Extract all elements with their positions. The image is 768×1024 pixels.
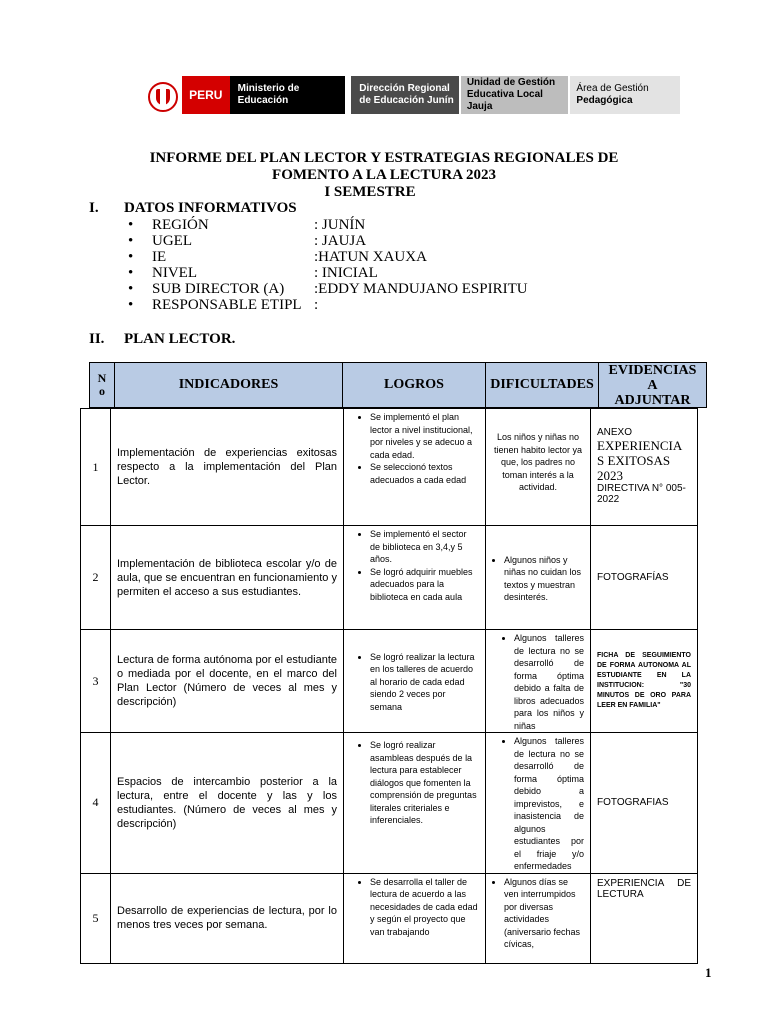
evidencias-cell: FOTOGRAFIAS xyxy=(591,733,698,874)
logros-cell: • Se implementó el sector de biblioteca en 3,4,y 5 años. • Se logró adquirir muebles adecuados para la biblioteca en cada aula xyxy=(344,526,486,630)
table-row xyxy=(81,630,698,733)
section-title: PLAN LECTOR. xyxy=(124,331,236,347)
report-title-line3: I SEMESTRE xyxy=(324,184,416,200)
logros-cell: • Se desarrolla el taller de lectura de acuerdo a las necesidades de cada edad y según el proyecto que van trabajando xyxy=(344,873,486,963)
row-number: 4 xyxy=(81,733,111,874)
evidencias-cell: FOTOGRAFÍAS xyxy=(591,526,698,630)
dificultades-cell: • Algunos días se ven interrumpidos por diversas actividades (aniversario fechas cívicas, xyxy=(486,873,591,963)
indicador-cell: Lectura de forma autónoma por el estudiante o mediada por el docente, en el marco del Plan Lector (Número de veces al mes y descripción) xyxy=(111,630,344,733)
plan-lector-table xyxy=(80,408,698,964)
dificultades-cell: Los niños y niñas no tienen habito lector ya que, los padres no toman interés a la actividad. xyxy=(486,409,591,526)
direccion-regional-label: Dirección Regional de Educación Junín xyxy=(351,76,459,114)
page-number: 1 xyxy=(705,965,712,980)
table-row xyxy=(81,873,698,963)
header-banner xyxy=(144,76,680,114)
row-number: 2 xyxy=(81,526,111,630)
dificultades-cell: • Algunos niños y niñas no cuidan los textos y muestran desinterés. xyxy=(486,526,591,630)
row-number: 1 xyxy=(81,409,111,526)
table-row xyxy=(81,409,698,526)
column-header-dificultades: DIFICULTADES xyxy=(485,362,599,408)
evidencias-cell: EXPERIENCIA DE LECTURA xyxy=(591,873,698,963)
ministerio-label: Ministerio de Educación xyxy=(230,76,346,114)
area-gestion-label: Área de Gestión Pedagógica xyxy=(570,76,680,114)
column-header-indicadores: INDICADORES xyxy=(114,362,343,408)
section-number: I. xyxy=(89,200,99,216)
row-number: 5 xyxy=(81,873,111,963)
indicador-cell: Desarrollo de experiencias de lectura, por lo menos tres veces por semana. xyxy=(111,873,344,963)
logros-cell: • Se implementó el plan lector a nivel institucional, por niveles y se adecuo a cada edad. • Se seleccionó textos adecuados a cada edad xyxy=(344,409,486,526)
logros-cell: • Se logró realizar la lectura en los talleres de acuerdo al horario de cada edad siendo 2 veces por semana xyxy=(344,630,486,733)
table-row xyxy=(81,733,698,874)
dificultades-cell: • Algunos talleres de lectura no se desarrolló de forma óptima debido a falta de libros adecuados para los niños y niñas xyxy=(486,630,591,733)
indicador-cell: Implementación de biblioteca escolar y/o de aula, que se encuentran en funcionamiento y permiten el acceso a sus estudiantes. xyxy=(111,526,344,630)
row-number: 3 xyxy=(81,630,111,733)
indicador-cell: Implementación de experiencias exitosas respecto a la implementación del Plan Lector. xyxy=(111,409,344,526)
section-title: DATOS INFORMATIVOS xyxy=(124,200,297,216)
indicador-cell: Espacios de intercambio posterior a la lectura, entre el docente y las y los estudiantes. (Número de veces al mes y descripción) xyxy=(111,733,344,874)
report-title-line2: FOMENTO A LA LECTURA 2023 xyxy=(272,167,496,183)
logros-cell: • Se logró realizar asambleas después de la lectura para establecer diálogos que fomenten la comprensión de preguntas literales criteriales e inferenciales. xyxy=(344,733,486,874)
column-header-logros: LOGROS xyxy=(342,362,486,408)
evidencias-cell: FICHA DE SEGUIMIENTO DE FORMA AUTONOMA AL ESTUDIANTE EN LA INSTITUCION: "30 MINUTOS DE ORO PARA LEER EN FAMILIA" xyxy=(591,630,698,733)
dificultades-cell: • Algunos talleres de lectura no se desarrolló de forma óptima debido a imprevistos, e inasistencia de algunos estudiantes por el friaje y/o enfermedades xyxy=(486,733,591,874)
ugel-label: Unidad de Gestión Educativa Local Jauja xyxy=(461,76,569,114)
peru-crest-icon xyxy=(144,76,182,114)
report-title-line1: INFORME DEL PLAN LECTOR Y ESTRATEGIAS REGIONALES DE xyxy=(149,150,619,166)
column-header-n: N o xyxy=(89,362,115,408)
peru-label: PERU xyxy=(182,76,230,114)
column-header-evidencias: EVIDENCIAS A ADJUNTAR xyxy=(598,362,707,408)
table-row xyxy=(81,526,698,630)
evidencias-cell: ANEXO EXPERIENCIA S EXITOSAS 2023 DIRECTIVA N° 005-2022 xyxy=(591,409,698,526)
section-number: II. xyxy=(89,331,105,347)
